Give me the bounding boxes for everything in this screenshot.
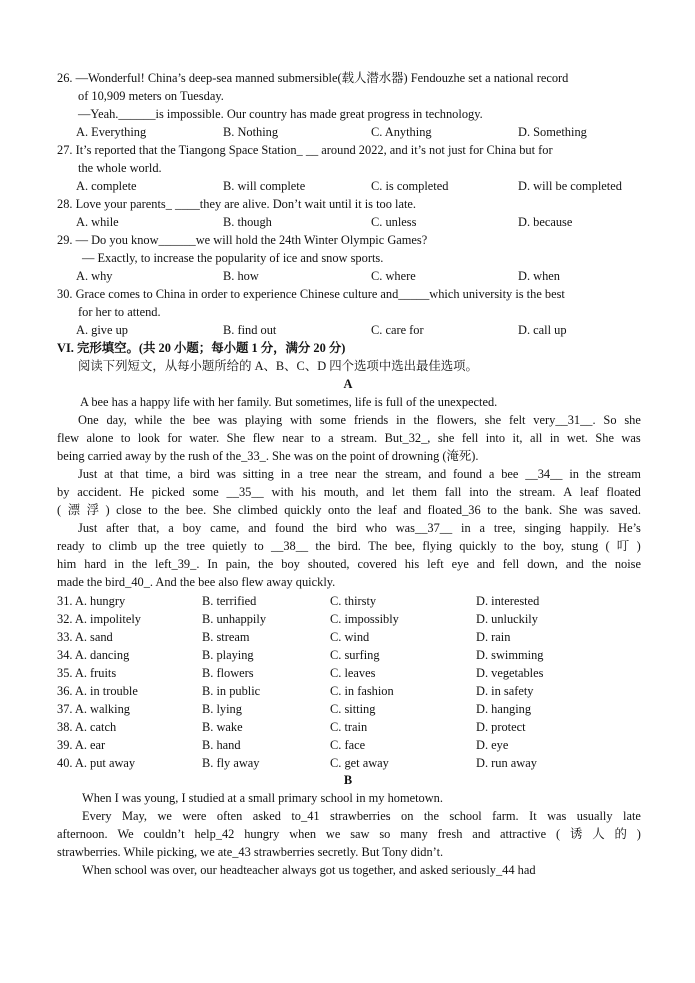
option-38-a: 38. A. catch <box>57 720 117 734</box>
passage-word: look <box>137 431 160 445</box>
section-title: VI. 完形填空。(共 20 小题；每小题 1 分，满分 20 分) <box>57 341 346 355</box>
passage-word: __35__ <box>226 485 264 499</box>
passage-word: She <box>226 431 246 445</box>
passage-word: in <box>461 521 471 535</box>
passage-word: many <box>400 827 428 841</box>
passage-word: up <box>144 539 157 553</box>
passage-word: Just <box>78 521 98 535</box>
passage-word: and <box>476 557 495 571</box>
passage-word: to_41 <box>291 809 320 823</box>
option-32-b: B. unhappily <box>202 612 267 626</box>
passage-word: with <box>289 413 312 427</box>
q27-stem-line2: the whole world. <box>78 161 162 175</box>
option-36-d: D. in safety <box>476 684 534 698</box>
option-35-d: D. vegetables <box>476 666 544 680</box>
passage-b-line <box>57 825 641 843</box>
passage-word: the <box>312 521 328 535</box>
passage-word: school <box>449 809 482 823</box>
passage-word: day, <box>106 413 127 427</box>
option-38-c: C. train <box>330 720 368 734</box>
q29-option-a: A. why <box>76 269 113 283</box>
passage-word: ready <box>57 539 85 553</box>
passage-word: his <box>404 557 420 571</box>
passage-word: that <box>120 467 139 481</box>
q28-option-d: D. because <box>518 215 573 229</box>
passage-word: strawberries <box>330 809 391 823</box>
passage-word: and <box>248 521 267 535</box>
passage-word: leaf <box>378 503 397 517</box>
passage-word: and <box>366 485 385 499</box>
passage-word: in <box>280 467 291 481</box>
passage-word: it, <box>512 431 523 445</box>
passage-word: down, <box>527 557 558 571</box>
passage-word: ( <box>555 827 561 841</box>
passage-word: time, <box>145 467 171 481</box>
passage-word: leaf <box>580 485 599 499</box>
passage-word: that, <box>137 521 160 535</box>
passage-word: A bee has a happy life with her family. But sometimes, life is full of the unexpected. <box>80 395 498 409</box>
passage-a-line <box>80 393 497 411</box>
passage-a-line <box>57 573 335 591</box>
passage-word: the <box>423 809 439 823</box>
passage-word: stream, <box>385 467 422 481</box>
passage-word: singing <box>524 521 561 535</box>
passage-word: his <box>301 485 316 499</box>
passage-word: When I was young, I studied at a small primary school in my hometown. <box>82 791 443 805</box>
passage-word: was__37__ <box>395 521 453 535</box>
q29-option-d: D. when <box>518 269 560 283</box>
option-33-b: B. stream <box>202 630 250 644</box>
passage-word: let <box>392 485 405 499</box>
passage-word: She <box>595 431 614 445</box>
q30-stem-line2: for her to attend. <box>78 305 161 319</box>
option-31-c: C. thirsty <box>330 594 377 608</box>
passage-word: a <box>479 521 486 535</box>
passage-word: She <box>212 503 232 517</box>
passage-b-line <box>57 843 443 861</box>
passage-word: farm. <box>492 809 519 823</box>
passage-word: covered <box>357 557 397 571</box>
passage-word: into <box>469 485 489 499</box>
passage-word: a <box>328 431 334 445</box>
passage-word: came, <box>210 521 240 535</box>
passage-a-line <box>57 447 479 465</box>
passage-word: while <box>134 413 163 427</box>
passage-word: friends <box>353 413 389 427</box>
passage-word: found <box>453 467 482 481</box>
option-40-b: B. fly away <box>202 756 260 770</box>
passage-word: we <box>157 809 172 823</box>
option-34-c: C. surfing <box>330 648 380 662</box>
passage-word: a <box>297 467 303 481</box>
passage-word: 漂 <box>67 503 81 517</box>
passage-word: the <box>131 557 148 571</box>
q27-option-a: A. complete <box>76 179 137 193</box>
passage-word: shouted, <box>307 557 350 571</box>
passage-word: very__31__. <box>533 413 596 427</box>
passage-word: When school was over, our headteacher always got us together, and asked seriously_44 had <box>82 863 536 877</box>
passage-word: she <box>484 413 502 427</box>
passage-a-line <box>78 465 641 483</box>
q26-option-c: C. Anything <box>371 125 432 139</box>
passage-word: alone <box>86 431 114 445</box>
passage-b-line <box>82 807 641 825</box>
passage-word: made the bird_40_. And the bee also flew away quickly. <box>57 575 336 589</box>
passage-word: bee <box>192 413 211 427</box>
passage-word: quickly <box>459 539 497 553</box>
option-35-a: 35. A. fruits <box>57 666 117 680</box>
passage-word: she <box>624 413 641 427</box>
passage-word: to <box>503 539 514 553</box>
passage-word: asked <box>252 809 281 823</box>
option-33-d: D. rain <box>476 630 511 644</box>
passage-word: who <box>365 521 387 535</box>
passage-word: the <box>520 539 536 553</box>
passage-word: mouth, <box>323 485 359 499</box>
passage-word: ) <box>636 827 641 841</box>
passage-word: boy <box>281 557 300 571</box>
passage-word: close <box>116 503 142 517</box>
passage-word: __38__ <box>270 539 309 553</box>
passage-word: stream. <box>341 431 378 445</box>
option-34-d: D. swimming <box>476 648 544 662</box>
passage-word: the <box>363 467 379 481</box>
passage-word: tree <box>186 539 205 553</box>
passage-word: climbed <box>237 503 278 517</box>
q27-option-d: D. will be completed <box>518 179 622 193</box>
passage-word: to <box>120 431 131 445</box>
option-37-a: 37. A. walking <box>57 702 130 716</box>
passage-word: the <box>496 485 512 499</box>
passage-word: and <box>472 827 491 841</box>
q26-stem-line2: of 10,909 meters on Tuesday. <box>78 89 224 103</box>
passage-word: to <box>148 503 158 517</box>
passage-word: fell <box>461 431 479 445</box>
q29-option-b: B. how <box>223 269 259 283</box>
passage-word: the <box>258 557 274 571</box>
passage-word: 的 <box>614 827 627 841</box>
option-40-a: 40. A. put away <box>57 756 136 770</box>
option-40-c: C. get away <box>330 756 389 770</box>
option-40-d: D. run away <box>476 756 537 770</box>
passage-word: bird <box>189 467 210 481</box>
passage-word: flew <box>57 431 80 445</box>
option-32-a: 32. A. impolitely <box>57 612 141 626</box>
option-37-c: C. sitting <box>330 702 376 716</box>
passage-word: in <box>396 413 406 427</box>
passage-word: Every <box>82 809 112 823</box>
option-32-d: D. unluckily <box>476 612 538 626</box>
passage-word: boy <box>182 521 202 535</box>
passage-word: near <box>335 467 357 481</box>
passage-word: fresh <box>437 827 463 841</box>
passage-word: the <box>164 503 180 517</box>
option-38-b: B. wake <box>202 720 243 734</box>
passage-word: was <box>547 809 567 823</box>
passage-word: 浮 <box>86 503 99 517</box>
passage-word: and <box>403 503 422 517</box>
passage-word: 人 <box>592 827 605 841</box>
passage-word: saw <box>350 827 370 841</box>
option-33-c: C. wind <box>330 630 370 644</box>
option-32-c: C. impossibly <box>330 612 399 626</box>
passage-word: ( <box>605 539 610 553</box>
passage-word: the <box>413 413 429 427</box>
q30-option-c: C. care for <box>371 323 424 337</box>
passage-word: It <box>529 809 537 823</box>
passage-word: fall <box>444 485 462 499</box>
passage-word: tree <box>309 467 329 481</box>
passage-word: flying <box>422 539 452 553</box>
passage-word: bank. <box>525 503 553 517</box>
passage-word: when <box>289 827 317 841</box>
q28-stem-line1: 28. Love your parents_ ____they are alive. Don’t wait until it is too late. <box>57 197 417 211</box>
passage-word: to <box>487 503 497 517</box>
passage-word: The <box>368 539 388 553</box>
passage-word: him <box>57 557 77 571</box>
option-34-a: 34. A. dancing <box>57 648 130 662</box>
passage-b-line <box>82 789 443 807</box>
passage-word: playing <box>244 413 283 427</box>
passage-word: and <box>428 467 447 481</box>
passage-a-line <box>57 483 641 501</box>
option-35-b: B. flowers <box>202 666 254 680</box>
passage-word: couldn’t <box>143 827 185 841</box>
passage-word: Just <box>78 467 98 481</box>
passage-word: the <box>163 539 180 553</box>
section-instruction: 阅读下列短文，从每小题所给的 A、B、C、D 四个选项中选出最佳选项。 <box>78 359 478 373</box>
passage-a-line <box>57 555 641 573</box>
passage-word: usually <box>576 809 613 823</box>
option-39-a: 39. A. ear <box>57 738 106 752</box>
passage-word: the <box>503 503 519 517</box>
passage-word: the <box>315 539 331 553</box>
passage-word: accident. <box>77 485 122 499</box>
option-34-b: B. playing <box>202 648 254 662</box>
q28-option-c: C. unless <box>371 215 417 229</box>
passage-word: in <box>114 557 124 571</box>
passage-word: left_39_. <box>155 557 200 571</box>
option-38-d: D. protect <box>476 720 526 734</box>
passage-word: attractive <box>500 827 547 841</box>
option-31-d: D. interested <box>476 594 540 608</box>
passage-word: so <box>379 827 391 841</box>
passage-word: with <box>271 485 294 499</box>
passage-a-line <box>78 519 641 537</box>
passage-word: boy, <box>543 539 564 553</box>
q26-stem-line1: 26. —Wonderful! China’s deep-sea manned submersible(载人潜水器) Fendouzhe set a national record <box>57 71 569 85</box>
passage-word: He <box>129 485 144 499</box>
passage-word: floated_36 <box>427 503 481 517</box>
q29-stem-line1: 29. — Do you know______we will hold the 24th Winter Olympic Games? <box>57 233 428 247</box>
passage-word: late <box>623 809 641 823</box>
passage-word: 叮 <box>616 539 630 553</box>
passage-word: was <box>216 467 236 481</box>
passage-word: ) <box>105 503 110 517</box>
passage-word: was <box>621 431 641 445</box>
passage-word: One <box>78 413 99 427</box>
q29-option-c: C. where <box>371 269 416 283</box>
passage-a-line <box>78 411 641 429</box>
passage-word: on <box>401 809 414 823</box>
passage-word: was <box>217 413 238 427</box>
q30-option-a: A. give up <box>76 323 128 337</box>
passage-word: bird <box>336 521 357 535</box>
passage-word: often <box>216 809 243 823</box>
passage-word: fell <box>502 557 520 571</box>
passage-word: onto <box>327 503 350 517</box>
passage-word: a <box>168 521 174 535</box>
passage-word: tree, <box>493 521 516 535</box>
passage-word: were <box>182 809 207 823</box>
passage-word: saved. <box>609 503 641 517</box>
q27-stem-line1: 27. It’s reported that the Tiangong Space Station_ __ around 2022, and it’s not just for China but for <box>57 143 553 157</box>
passage-word: was <box>583 503 604 517</box>
passage-word: hard <box>84 557 107 571</box>
passage-word: floated <box>606 485 641 499</box>
passage-word: eye <box>451 557 469 571</box>
passage-word: picked <box>151 485 185 499</box>
passage-word: felt <box>508 413 526 427</box>
passage-word: strawberries. While picking, we ate_43 strawberries secretly. But Tony didn’t. <box>57 845 444 859</box>
passage-word: flowers, <box>436 413 477 427</box>
passage-word: bee, <box>394 539 416 553</box>
passage-word: May, <box>122 809 148 823</box>
passage-a-heading: A <box>343 377 353 391</box>
option-37-d: D. hanging <box>476 702 532 716</box>
passage-word: wet. <box>566 431 588 445</box>
q26-option-b: B. Nothing <box>223 125 279 139</box>
passage-b-line <box>82 861 536 879</box>
option-31-a: 31. A. hungry <box>57 594 126 608</box>
option-31-b: B. terrified <box>202 594 257 608</box>
passage-word: after <box>106 521 129 535</box>
passage-word: a <box>177 467 183 481</box>
passage-word: ) <box>636 539 641 553</box>
passage-word: quickly <box>284 503 322 517</box>
passage-word: the <box>585 467 601 481</box>
passage-word: she <box>437 431 455 445</box>
passage-word: near <box>282 431 304 445</box>
passage-word: the <box>591 557 607 571</box>
q28-option-b: B. though <box>223 215 272 229</box>
passage-word: to <box>310 431 321 445</box>
option-37-b: B. lying <box>202 702 242 716</box>
passage-word: to <box>254 539 264 553</box>
passage-word: at <box>104 467 114 481</box>
passage-word: we <box>325 827 341 841</box>
passage-word: noise <box>614 557 641 571</box>
passage-word: We <box>117 827 134 841</box>
passage-word: the <box>356 503 372 517</box>
q26-option-d: D. Something <box>518 125 587 139</box>
passage-word: afternoon. <box>57 827 108 841</box>
passage-word: He’s <box>618 521 641 535</box>
passage-word: in <box>569 467 579 481</box>
q26-stem-line3: —Yeah.______is impossible. Our country has made great progress in technology. <box>78 107 483 121</box>
passage-word: ( <box>57 503 62 517</box>
passage-word: climb <box>108 539 137 553</box>
passage-word: the <box>169 413 185 427</box>
q28-option-a: A. while <box>76 215 119 229</box>
passage-word: quietly <box>212 539 247 553</box>
passage-word: sitting <box>242 467 274 481</box>
option-33-a: 33. A. sand <box>57 630 113 644</box>
passage-word: 诱 <box>569 827 583 841</box>
passage-word: a <box>488 467 495 481</box>
passage-word: bee <box>501 467 519 481</box>
option-36-c: C. in fashion <box>330 684 394 698</box>
passage-word: A <box>563 485 573 499</box>
passage-word: hungry <box>244 827 280 841</box>
passage-word: stream <box>607 467 641 481</box>
option-39-c: C. face <box>330 738 366 752</box>
passage-word: bee. <box>185 503 207 517</box>
option-39-b: B. hand <box>202 738 241 752</box>
passage-word: __34__ <box>525 467 563 481</box>
passage-word: bird. <box>337 539 361 553</box>
passage-word: But_32_, <box>384 431 431 445</box>
passage-word: water. <box>189 431 220 445</box>
passage-word: happily. <box>569 521 610 535</box>
passage-word: stung <box>571 539 599 553</box>
passage-a-line <box>57 537 641 555</box>
passage-word: being carried away by the rush of the_33_. She was on the point of drowning (淹死). <box>57 449 479 463</box>
passage-word: stream. <box>519 485 556 499</box>
q26-option-a: A. Everything <box>76 125 147 139</box>
option-36-a: 36. A. in trouble <box>57 684 138 698</box>
passage-word: pain, <box>225 557 251 571</box>
passage-a-line <box>57 501 641 519</box>
passage-word: help_42 <box>194 827 235 841</box>
passage-word: left <box>427 557 444 571</box>
q27-option-c: C. is completed <box>371 179 449 193</box>
passage-word: some <box>319 413 346 427</box>
passage-word: to <box>91 539 102 553</box>
passage-word: found <box>274 521 304 535</box>
passage-word: all <box>529 431 543 445</box>
q29-stem-line2: — Exactly, to increase the popularity of ice and snow sports. <box>82 251 384 265</box>
option-35-c: C. leaves <box>330 666 376 680</box>
option-39-d: D. eye <box>476 738 509 752</box>
passage-a-line <box>57 429 641 447</box>
passage-word: and <box>565 557 584 571</box>
passage-word: So <box>603 413 617 427</box>
passage-word: into <box>485 431 506 445</box>
option-36-b: B. in public <box>202 684 261 698</box>
passage-word: In <box>207 557 218 571</box>
passage-b-heading: B <box>343 773 353 787</box>
passage-word: them <box>412 485 438 499</box>
q30-option-d: D. call up <box>518 323 567 337</box>
q27-option-b: B. will complete <box>223 179 306 193</box>
passage-word: flew <box>252 431 275 445</box>
passage-word: She <box>558 503 578 517</box>
passage-word: for <box>167 431 182 445</box>
passage-word: by <box>57 485 70 499</box>
q30-option-b: B. find out <box>223 323 277 337</box>
passage-word: some <box>192 485 219 499</box>
passage-word: in <box>549 431 560 445</box>
q30-stem-line1: 30. Grace comes to China in order to experience Chinese culture and_____which university is the best <box>57 287 565 301</box>
